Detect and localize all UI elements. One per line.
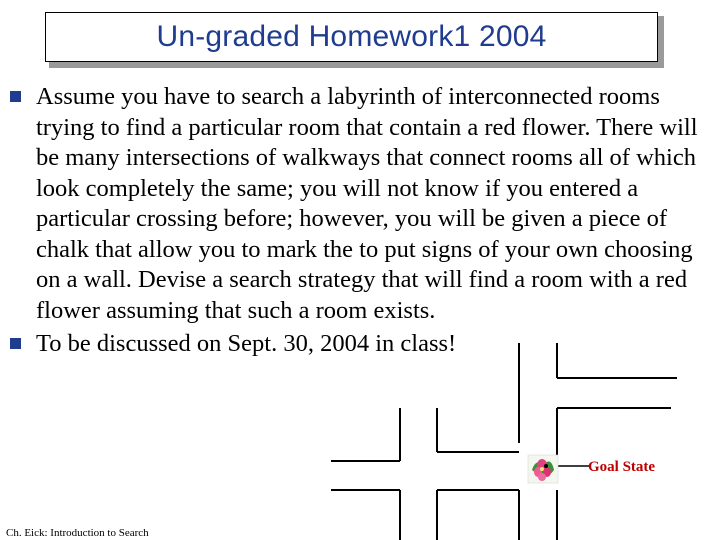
bullet-text: To be discussed on Sept. 30, 2004 in class!	[36, 330, 457, 357]
footer-text: Ch. Eick: Introduction to Search	[6, 527, 149, 539]
page-title: Un-graded Homework1 2004	[156, 20, 547, 53]
bullet-text: Assume you have to search a labyrinth of interconnected rooms trying to find a particular room that contain a red flower. There will be many intersections of walkways that connect rooms all of which look completely the same; you will not know if you entered a particular crossing before; however, you will be given a piece of chalk that allow you to mark the to put signs of your own choosing on a wall. Devise a search strategy that will find a room with a red flower assuming that such a room exists.	[36, 83, 698, 324]
goal-pointer-dot	[544, 464, 548, 468]
red-flower-icon	[528, 455, 558, 483]
goal-state-label: Goal State	[588, 459, 656, 475]
